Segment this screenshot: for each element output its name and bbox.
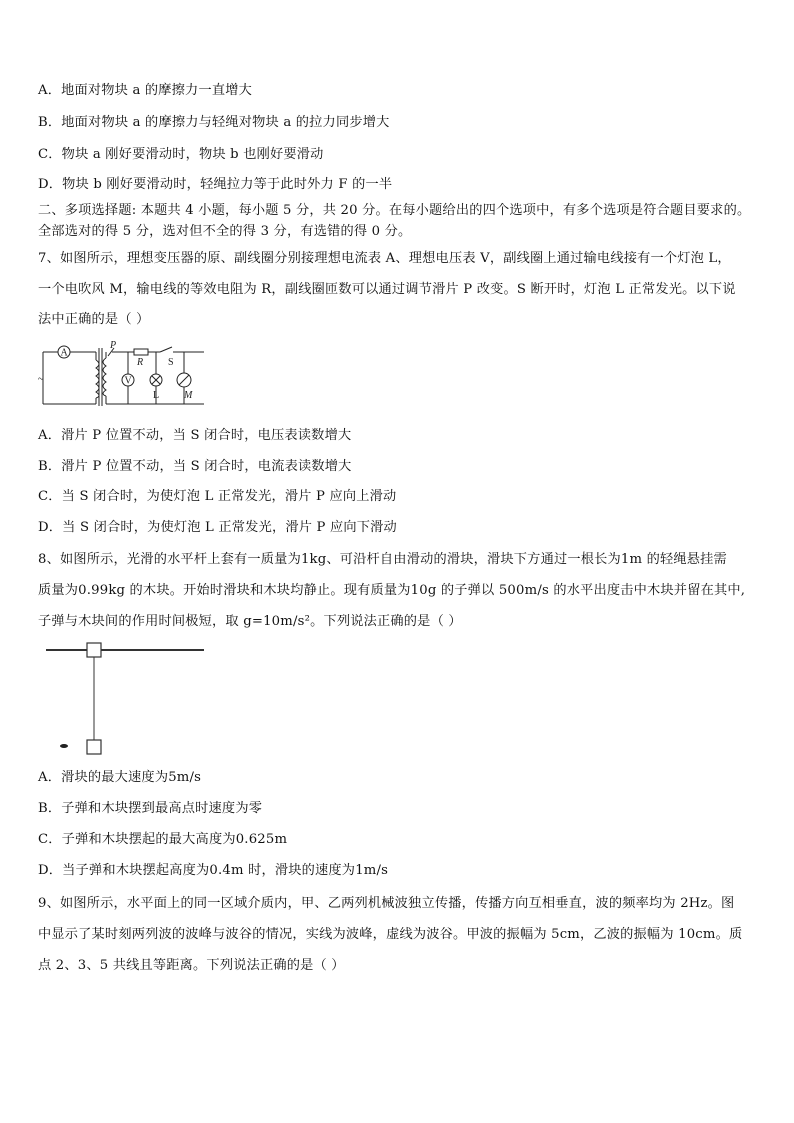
q8-option-b: B．子弹和木块摆到最高点时速度为零	[38, 801, 263, 816]
ac-source-symbol: ~	[38, 374, 44, 385]
q9-stem-line1: 9、如图所示，水平面上的同一区域介质内，甲、乙两列机械波独立传播，传播方向互相垂直，波的频率均为 2Hz。图	[38, 896, 735, 911]
q8-pendulum-diagram	[44, 640, 208, 758]
prev-option-d: D．物块 b 刚好要滑动时，轻绳拉力等于此时外力 F 的一半	[38, 177, 393, 192]
q7-stem-line2: 一个电吹风 M，输电线的等效电阻为 R，副线圈匝数可以通过调节滑片 P 改变。S 断开时，灯泡 L 正常发光。以下说	[38, 282, 736, 297]
q8-stem-line2: 质量为0.99kg 的木块。开始时滑块和木块均静止。现有质量为10g 的子弹以 500m/s 的水平出度击中木块并留在其中,	[38, 583, 746, 598]
q9-stem-line3: 点 2、3、5 共线且等距离。下列说法正确的是（ ）	[38, 958, 345, 973]
q7-stem-line3: 法中正确的是（ ）	[38, 312, 150, 327]
prev-option-c: C．物块 a 刚好要滑动时，物块 b 也刚好要滑动	[38, 147, 324, 162]
q7-circuit-diagram	[36, 340, 208, 410]
q8-option-a: A．滑块的最大速度为5m/s	[38, 770, 202, 785]
q7-option-c: C．当 S 闭合时，为使灯泡 L 正常发光，滑片 P 应向上滑动	[38, 489, 397, 504]
bullet	[60, 744, 68, 748]
section2-instructions-line1: 二、多项选择题: 本题共 4 小题，每小题 5 分，共 20 分。在每小题给出的四个选项中，有多个选项是符合题目要求的。	[38, 203, 751, 218]
prev-option-a: A．地面对物块 a 的摩擦力一直增大	[38, 83, 252, 98]
q7-stem-line1: 7、如图所示，理想变压器的原、副线圈分别接理想电流表 A、理想电压表 V，副线圈上通过输电线接有一个灯泡 L，	[38, 251, 731, 266]
q8-option-d: D．当子弹和木块摆起高度为0.4m 时，滑块的速度为1m/s	[38, 863, 389, 878]
ammeter-label: A	[60, 347, 68, 359]
q8-option-c: C．子弹和木块摆起的最大高度为0.625m	[38, 832, 288, 847]
prev-option-b: B．地面对物块 a 的摩擦力与轻绳对物块 a 的拉力同步增大	[38, 115, 390, 130]
q7-option-d: D．当 S 闭合时，为使灯泡 L 正常发光，滑片 P 应向下滑动	[38, 520, 397, 535]
switch-label: S	[168, 357, 174, 368]
q7-option-b: B．滑片 P 位置不动，当 S 闭合时，电流表读数增大	[38, 459, 352, 474]
slider-block	[87, 643, 101, 657]
motor-label: M	[184, 390, 193, 401]
q9-stem-line2: 中显示了某时刻两列波的波峰与波谷的情况，实线为波峰，虚线为波谷。甲波的振幅为 5cm，乙波的振幅为 10cm。质	[38, 927, 743, 942]
voltmeter-label: V	[124, 375, 132, 387]
section2-instructions-line2: 全部选对的得 5 分，选对但不全的得 3 分，有选错的得 0 分。	[38, 224, 412, 239]
wooden-block	[87, 740, 101, 754]
lamp-label: L	[153, 390, 160, 401]
resistor-label: R	[137, 357, 144, 368]
q8-stem-line3: 子弹与木块间的作用时间极短，取 g=10m/s²。下列说法正确的是（ ）	[38, 614, 462, 629]
q8-stem-line1: 8、如图所示，光滑的水平杆上套有一质量为1kg、可沿杆自由滑动的滑块，滑块下方通过一根长为1m 的轻绳悬挂需	[38, 552, 727, 567]
slider-label: P	[110, 340, 117, 351]
q7-option-a: A．滑片 P 位置不动，当 S 闭合时，电压表读数增大	[38, 428, 352, 443]
